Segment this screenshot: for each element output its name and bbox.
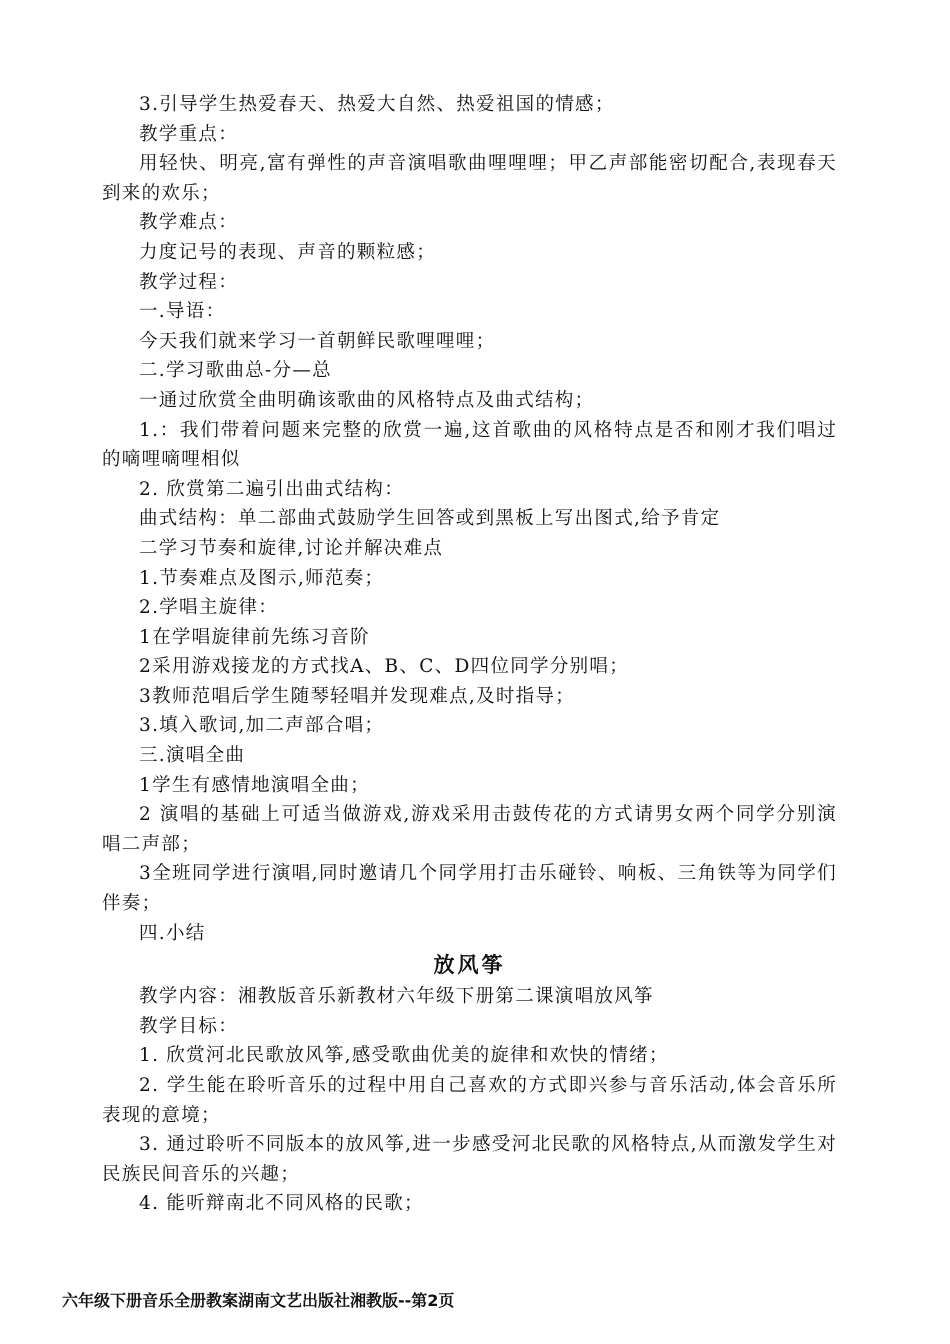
paragraph: 教学重点： [139,123,239,145]
paragraph: 3. 通过聆听不同版本的放风筝,进一步感受河北民歌的风格特点,从而激发学生对民族民间音乐的兴趣； [102,1134,837,1185]
paragraph: 3教师范唱后学生随琴轻唱并发现难点,及时指导； [139,685,576,707]
paragraph: 3全班同学进行演唱,同时邀请几个同学用打击乐碰铃、响板、三角铁等为同学们伴奏； [102,863,837,915]
paragraph: 3.填入歌词,加二声部合唱； [139,715,385,737]
paragraph: 1学生有感情地演唱全曲； [139,774,370,796]
paragraph: 三.演唱全曲 [139,745,246,767]
paragraph: 一.导语： [139,301,226,323]
paragraph: 教学内容：湘教版音乐新教材六年级下册第二课演唱放风筝 [139,986,654,1008]
page-footer: 六年级下册音乐全册教案湖南文艺出版社湘教版--第2页 [62,1291,455,1310]
paragraph: 力度记号的表现、声音的颗粒感； [139,241,437,263]
paragraph: 用轻快、明亮,富有弹性的声音演唱歌曲哩哩哩；甲乙声部能密切配合,表现春天到来的欢乐； [102,153,837,204]
paragraph: 1在学唱旋律前先练习音阶 [139,626,370,648]
paragraph: 3.引导学生热爱春天、热爱大自然、热爱祖国的情感； [139,94,615,115]
paragraph: 二.学习歌曲总-分—总 [139,360,332,382]
paragraph: 一通过欣赏全曲明确该歌曲的风格特点及曲式结构； [139,389,595,411]
paragraph: 四.小结 [139,922,206,944]
paragraph: 2. 欣赏第二遍引出曲式结构： [139,478,405,500]
paragraph: 1.节奏难点及图示,师范奏； [139,567,385,589]
paragraph: 2采用游戏接龙的方式找A、B、C、D四位同学分别唱； [139,656,630,678]
paragraph: 今天我们就来学习一首朝鲜民歌哩哩哩； [139,330,496,352]
paragraph: 2 演唱的基础上可适当做游戏,游戏采用击鼓传花的方式请男女两个同学分别演唱二声部； [102,804,837,855]
paragraph: 二学习节奏和旋律,讨论并解决难点 [139,537,444,559]
paragraph: 2.学唱主旋律： [139,597,279,619]
paragraph: 曲式结构：单二部曲式鼓励学生回答或到黑板上写出图式,给予肯定 [139,508,721,530]
document-body [102,90,837,1219]
paragraph: 2. 学生能在聆听音乐的过程中用自己喜欢的方式即兴参与音乐活动,体会音乐所表现的意境； [102,1075,837,1126]
section-title: 放风筝 [433,952,506,978]
section-lili [102,90,837,948]
paragraph: 教学目标： [139,1015,239,1037]
section-kite [102,982,837,1219]
paragraph: 1.：我们带着问题来完整的欣赏一遍,这首歌曲的风格特点是否和刚才我们唱过的嘀哩嘀哩相似 [102,419,837,471]
paragraph: 1. 欣赏河北民歌放风筝,感受歌曲优美的旋律和欢快的情绪； [139,1045,669,1067]
paragraph: 教学难点： [139,212,239,234]
paragraph: 教学过程： [139,271,239,293]
paragraph: 4. 能听辩南北不同风格的民歌； [139,1193,424,1215]
